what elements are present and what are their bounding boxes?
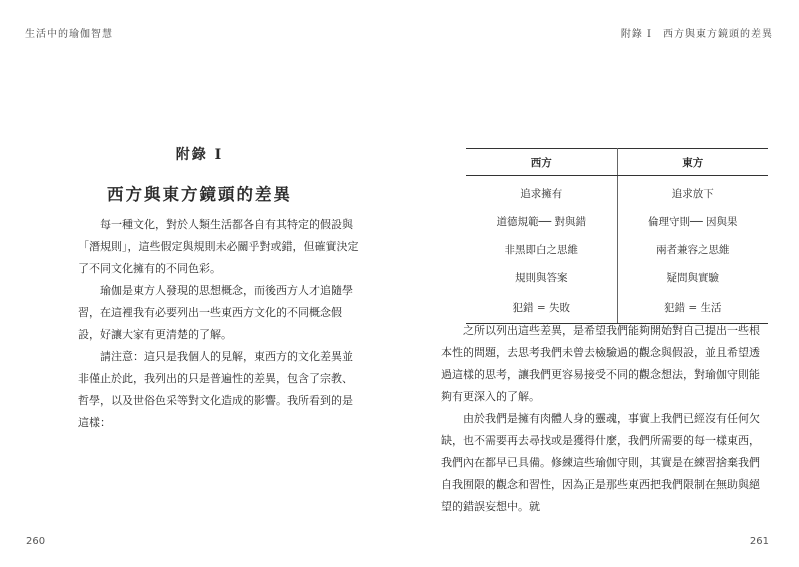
column-header-west: 西方 [466, 149, 617, 176]
left-page [0, 0, 399, 567]
running-head-right: 附錄 I 西方與東方鏡頭的差異 [620, 29, 773, 40]
table-row [466, 263, 768, 291]
table-cell: 追求放下 [671, 187, 714, 200]
table-cell: 疑問與實驗 [666, 271, 719, 284]
running-head-left: 生活中的瑜伽智慧 [25, 29, 113, 40]
table-cell: 規則與答案 [466, 263, 617, 291]
table-row [466, 235, 768, 263]
table-row [466, 176, 768, 208]
paragraph: 之所以列出這些差異，是希望我們能夠開始對自己提出一些根本性的問題，去思考我們未曾去檢驗過的觀念與假設，並且希望透過這樣的思考，讓我們更容易接受不同的觀念想法，對瑜伽守則能夠有更深入的了解。 [441, 324, 760, 403]
paragraph: 請注意：這只是我個人的見解，東西方的文化差異並非僅止於此，我列出的只是普遍性的差異，包含了宗教、哲學，以及世俗色采等對文化造成的影響。我所看到的是這樣： [78, 350, 353, 429]
table-row [466, 291, 768, 324]
page-number-right: 261 [749, 536, 769, 547]
comparison-table [466, 148, 768, 324]
right-body-text [441, 320, 768, 518]
paragraph: 每一種文化，對於人類生活都各自有其特定的假設與「潛規則」，這些假定與規則未必關乎對或錯，但確實決定了不同文化擁有的不同色彩。 [78, 218, 359, 275]
table-row [466, 207, 768, 235]
table-cell: 追求擁有 [466, 176, 617, 208]
table-cell: 犯錯 = 生活 [617, 291, 768, 324]
table-cell: 犯錯 = 失敗 [466, 291, 617, 324]
left-body-text [78, 214, 362, 434]
table-cell: 道德規範── 對與錯 [466, 207, 617, 235]
paragraph: 瑜伽是東方人發現的思想概念，而後西方人才追隨學習，在這裡我有必要列出一些東西方文化的不同概念假設，好讓大家有更清楚的了解。 [78, 284, 353, 341]
table-cell: 兩者兼容之思維 [656, 243, 730, 256]
appendix-title: 西方與東方鏡頭的差異 [107, 185, 292, 204]
table-cell: 非黑即白之思維 [466, 235, 617, 263]
page-number-left: 260 [26, 536, 46, 547]
right-page [400, 0, 799, 567]
table-cell: 倫理守則── 因與果 [648, 215, 738, 228]
table-header-row [466, 149, 768, 176]
column-header-east: 東方 [617, 149, 768, 176]
paragraph: 由於我們是擁有肉體人身的靈魂，事實上我們已經沒有任何欠缺，也不需要再去尋找或是獲得什麼，我們所需要的每一樣東西，我們內在都早已具備。修練這些瑜伽守則，其實是在練習捨棄我們自我囿限的觀念和習性，因為正是那些東西把我們限制在無助與絕望的錯誤妄想中。就 [441, 412, 760, 513]
appendix-label: 附錄 I [175, 147, 224, 163]
